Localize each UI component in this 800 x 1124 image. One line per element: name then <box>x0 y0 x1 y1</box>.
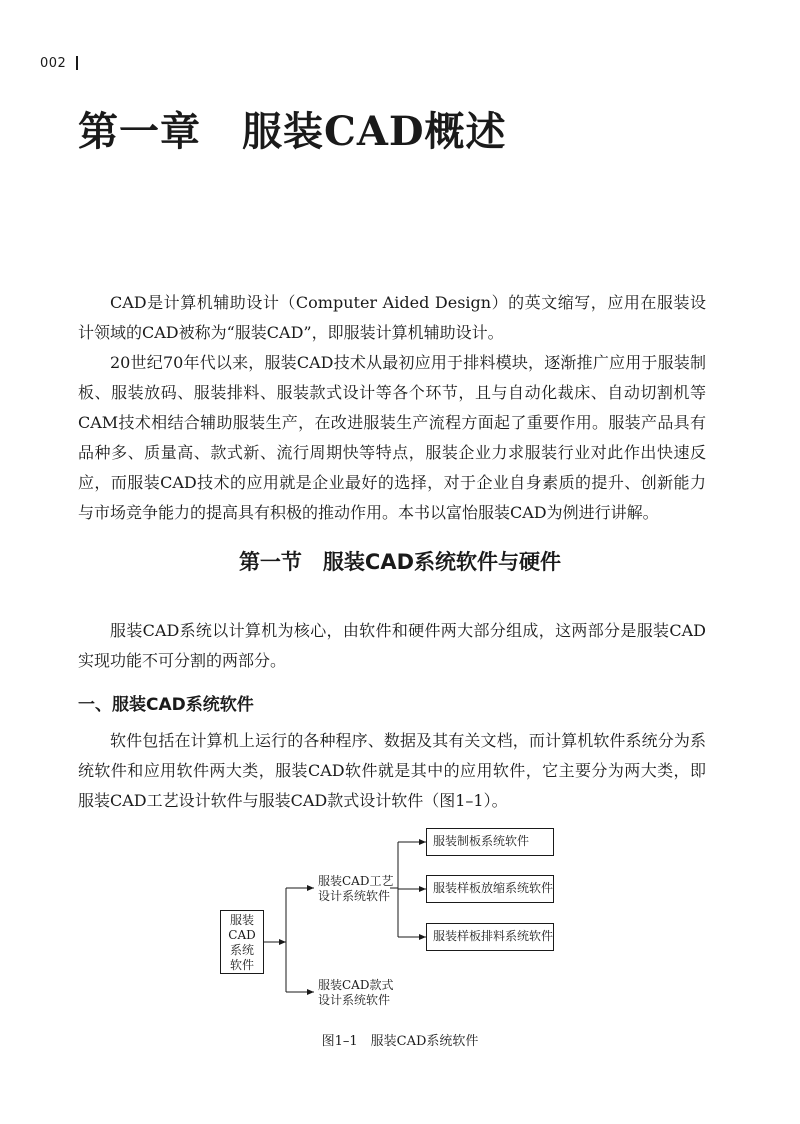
leaf-node-pattern-making: 服装制板系统软件 <box>426 828 554 856</box>
root-node-line: 系统 <box>229 943 254 957</box>
root-node-line: CAD <box>228 928 256 942</box>
craft-node-line: 服装CAD工艺 <box>318 874 394 888</box>
page-number-rule <box>76 56 78 70</box>
page-number: 002 <box>40 56 67 71</box>
subsection-paragraph: 软件包括在计算机上运行的各种程序、数据及其有关文档，而计算机软件系统分为系统软件和应用软件两大类，服装CAD软件就是其中的应用软件，它主要分为两大类，即服装CAD工艺设计软件与服装CAD款式设计软件（图1–1）。 <box>78 731 706 810</box>
craft-node <box>318 874 398 904</box>
style-node-line: 服装CAD款式 <box>318 978 394 992</box>
section-paragraph: 服装CAD系统以计算机为核心，由软件和硬件两大部分组成，这两部分是服装CAD实现功能不可分割的两部分。 <box>78 621 706 670</box>
style-node-line: 设计系统软件 <box>318 993 391 1007</box>
subsection-title: 一、服装CAD系统软件 <box>78 695 254 715</box>
figure-caption: 图1–1 服装CAD系统软件 <box>321 1034 479 1049</box>
intro-paragraph: CAD是计算机辅助设计（Computer Aided Design）的英文缩写，应用在服装设计领域的CAD被称为“服装CAD”，即服装计算机辅助设计。 <box>78 293 706 342</box>
section-title: 第一节 服装CAD系统软件与硬件 <box>238 550 562 574</box>
craft-node-line: 设计系统软件 <box>318 889 391 903</box>
root-node-line: 服装 <box>229 913 254 927</box>
leaf-node-grading: 服装样板放缩系统软件 <box>426 875 554 903</box>
intro-paragraph: 20世纪70年代以来，服装CAD技术从最初应用于排料模块，逐渐推广应用于服装制板、服装放码、服装排料、服装款式设计等各个环节，且与自动化裁床、自动切割机等CAM技术相结合辅助服装生产，在改进服装生产流程方面起了重要作用。服装产品具有品种多、质量高、款式新、流行周期快等特点，服装企业力求服装行业对此作出快速反应，而服装CAD技术的应用就是企业最好的选择，对于企业自身素质的提升、创新能力与市场竞争能力的提高具有积极的推动作用。本书以富怡服装CAD为例进行讲解。 <box>78 353 706 522</box>
subsection-text <box>78 726 706 816</box>
leaf-node-marker: 服装样板排料系统软件 <box>426 923 554 951</box>
root-node <box>220 910 264 974</box>
software-diagram <box>220 822 580 1018</box>
root-node-line: 软件 <box>229 958 254 972</box>
chapter-title: 第一章 服装CAD概述 <box>78 108 507 155</box>
style-node <box>318 978 398 1008</box>
intro-text <box>78 288 706 528</box>
section-text <box>78 616 706 676</box>
